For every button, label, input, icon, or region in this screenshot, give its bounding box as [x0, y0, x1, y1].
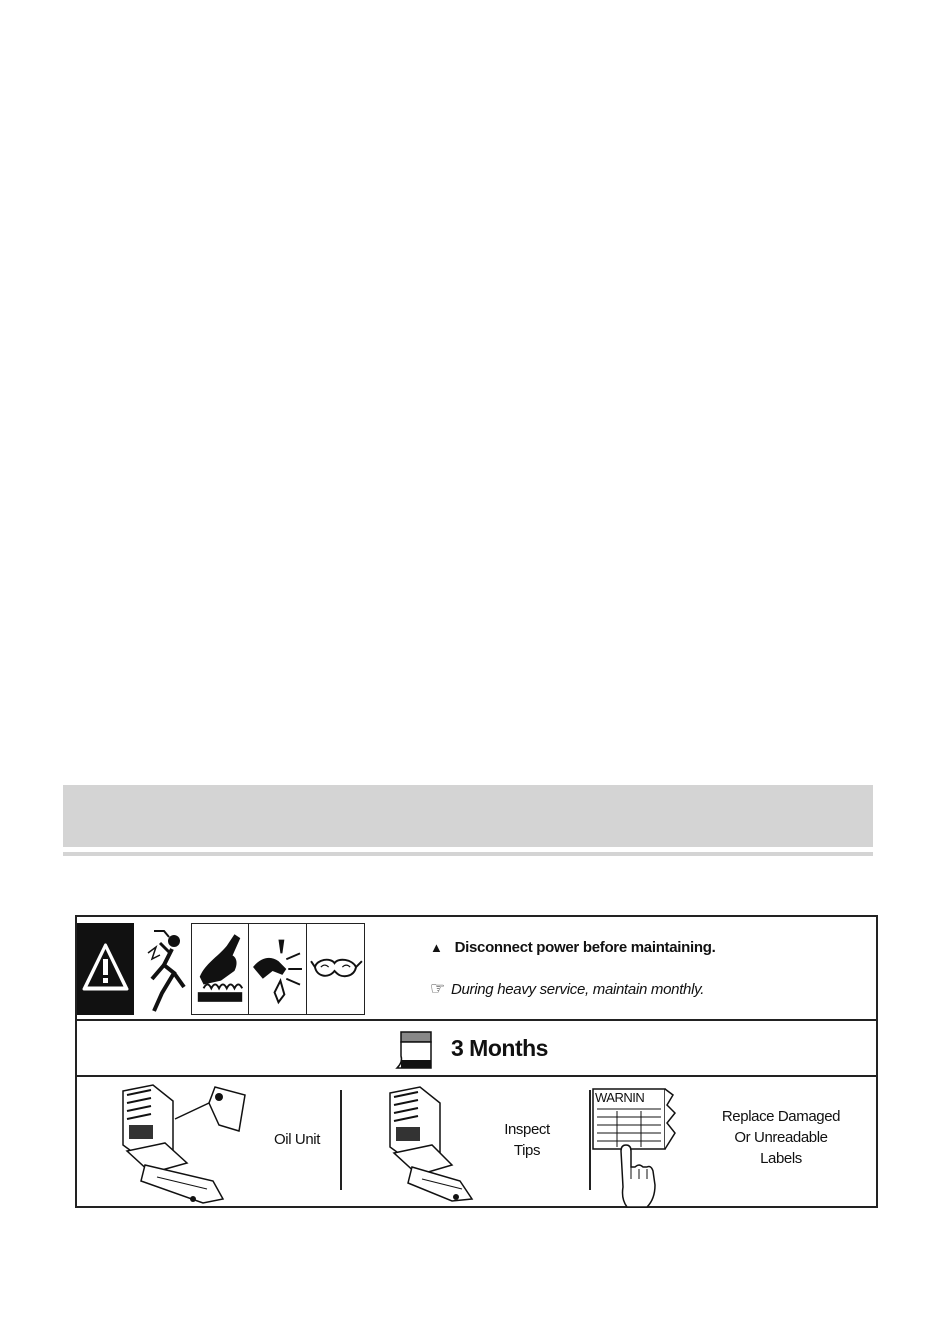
label-sign-text: WARNIN [595, 1090, 645, 1105]
task-replace-labels [591, 1077, 876, 1208]
warning-icon [77, 923, 134, 1015]
interval-row [77, 1021, 876, 1077]
task-label: Replace Damaged Or Unreadable Labels [721, 1108, 841, 1167]
disconnect-power-warning: ▲ Disconnect power before maintaining. [430, 939, 716, 956]
calendar-icon [393, 1030, 437, 1070]
gun-oil-icon [117, 1081, 247, 1205]
section-header-rule [63, 852, 873, 856]
gun-tips-icon [386, 1085, 476, 1203]
task-oil-unit [77, 1077, 342, 1208]
tasks-row [77, 1077, 876, 1208]
electric-shock-icon [134, 923, 190, 1015]
task-label: Inspect Tips [504, 1121, 550, 1159]
hot-surface-icon [191, 923, 249, 1015]
warning-triangle-icon: ▲ [430, 940, 443, 955]
task-label: Oil Unit [274, 1131, 320, 1148]
interval-label: 3 Months [451, 1035, 548, 1061]
maintenance-table [75, 915, 878, 1208]
safety-row [77, 917, 876, 1021]
safety-glasses-icon [307, 923, 365, 1015]
section-header-band [63, 785, 873, 847]
heavy-service-note: ☞ During heavy service, maintain monthly. [430, 979, 705, 998]
task-inspect-tips [342, 1077, 590, 1208]
warning-label-icon [591, 1087, 681, 1209]
moving-parts-icon [249, 923, 307, 1015]
pointing-hand-icon: ☞ [430, 979, 445, 998]
